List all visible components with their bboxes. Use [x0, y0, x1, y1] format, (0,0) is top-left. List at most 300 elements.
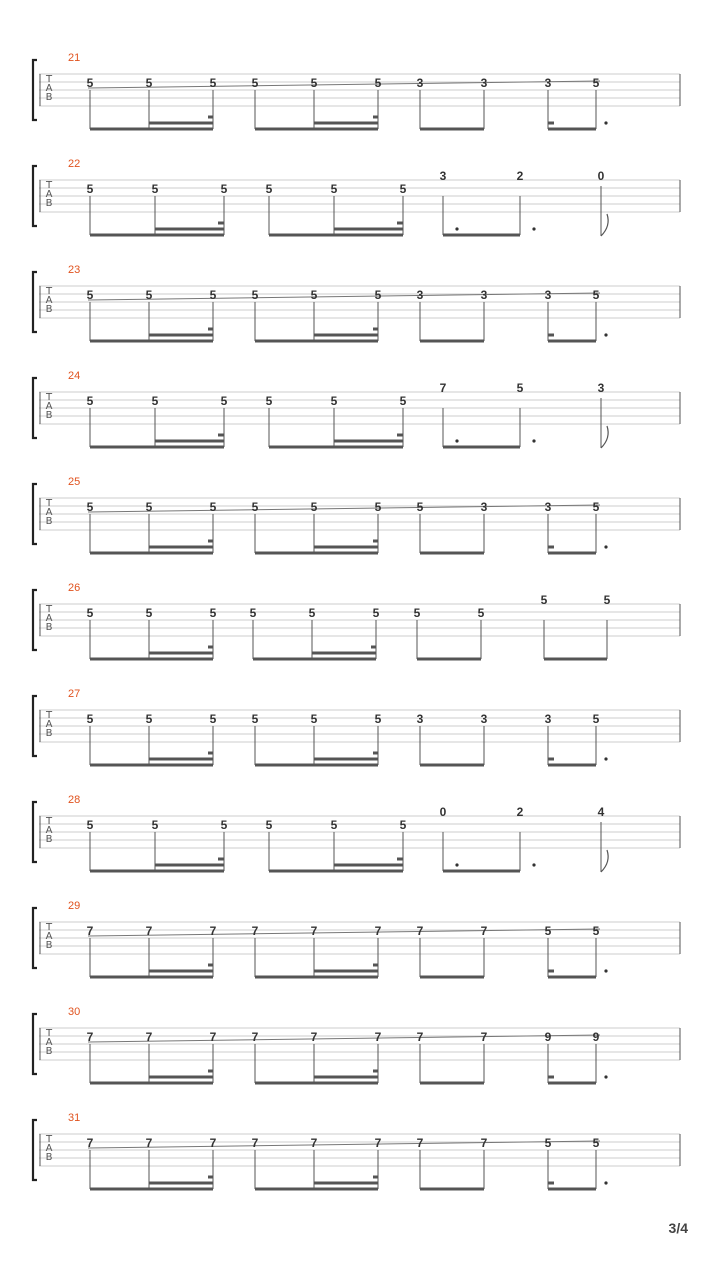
fret-number: 3 — [480, 76, 488, 90]
secondary-beam — [314, 122, 378, 125]
beam — [255, 1082, 378, 1085]
fret-number: 5 — [330, 394, 338, 408]
fret-number: 5 — [251, 500, 259, 514]
rhythm-dot — [162, 1076, 164, 1078]
rhythm-dot — [347, 440, 349, 442]
beam — [420, 764, 484, 767]
rhythm-dot — [327, 546, 329, 548]
beam — [90, 764, 213, 767]
fret-number: 5 — [86, 76, 94, 90]
tab-clef-letter: A — [45, 189, 53, 200]
dotted-note — [604, 121, 607, 124]
rhythm-dot — [162, 652, 164, 654]
rhythm-dot — [327, 334, 329, 336]
fret-number: 5 — [372, 606, 380, 620]
fret-number: 5 — [209, 712, 217, 726]
beam-stub — [208, 328, 213, 331]
beam — [90, 658, 213, 661]
tab-clef-letter: T — [45, 604, 53, 615]
beam — [420, 1082, 484, 1085]
measure-number: 28 — [68, 794, 81, 806]
tab-system — [33, 1112, 680, 1191]
measure-number: 24 — [68, 370, 81, 382]
fret-number: 3 — [544, 712, 552, 726]
measure-number: 22 — [68, 158, 81, 170]
dotted-note — [604, 1181, 607, 1184]
tab-clef-letter: B — [45, 940, 53, 951]
secondary-beam — [334, 228, 403, 231]
beam-stub — [218, 434, 224, 437]
fret-number: 5 — [220, 182, 228, 196]
fret-number: 3 — [480, 500, 488, 514]
secondary-beam — [149, 652, 213, 655]
beam-stub — [208, 540, 213, 543]
fret-number: 7 — [374, 924, 382, 938]
secondary-beam — [312, 652, 376, 655]
fret-number: 5 — [86, 394, 94, 408]
beam-stub — [373, 540, 378, 543]
fret-number: 7 — [310, 1030, 318, 1044]
system-bracket — [33, 696, 37, 756]
fret-number: 5 — [86, 712, 94, 726]
fret-number: 7 — [416, 1030, 424, 1044]
fret-number: 7 — [251, 924, 259, 938]
beam — [548, 552, 596, 555]
beam-stub — [218, 858, 224, 861]
tab-clef-letter: B — [45, 516, 53, 527]
beam — [90, 976, 213, 979]
system-bracket — [33, 272, 37, 332]
tab-clef-letter: T — [45, 1134, 53, 1145]
tab-system — [33, 370, 680, 449]
rhythm-dot — [327, 1076, 329, 1078]
tab-clef-letter: A — [45, 83, 53, 94]
tab-clef-letter: B — [45, 198, 53, 209]
tab-system — [33, 264, 680, 343]
secondary-beam — [314, 970, 378, 973]
fret-number: 0 — [439, 805, 447, 819]
fret-number: 5 — [220, 394, 228, 408]
fret-number: 5 — [86, 818, 94, 832]
secondary-beam — [314, 758, 378, 761]
rhythm-dot — [162, 758, 164, 760]
fret-number: 5 — [592, 1136, 600, 1150]
fret-number: 7 — [480, 924, 488, 938]
beam — [269, 234, 403, 237]
fret-number: 5 — [86, 606, 94, 620]
beam — [548, 764, 596, 767]
rhythm-dot — [347, 864, 349, 866]
fret-number: 5 — [544, 924, 552, 938]
measure-number: 31 — [68, 1112, 81, 1124]
dotted-note — [532, 227, 535, 230]
fret-number: 5 — [145, 712, 153, 726]
secondary-beam — [334, 440, 403, 443]
fret-number: 3 — [480, 288, 488, 302]
beam — [548, 128, 596, 131]
secondary-beam — [314, 546, 378, 549]
rhythm-dot — [162, 1182, 164, 1184]
rhythm-dot — [162, 546, 164, 548]
rhythm-dot — [347, 228, 349, 230]
measure-number: 27 — [68, 688, 81, 700]
dotted-note — [455, 439, 458, 442]
rhythm-dot — [327, 122, 329, 124]
fret-number: 5 — [145, 288, 153, 302]
beam — [443, 870, 520, 873]
tab-clef-letter: A — [45, 1143, 53, 1154]
fret-number: 5 — [209, 500, 217, 514]
rhythm-dot — [168, 228, 170, 230]
secondary-beam — [149, 122, 213, 125]
fret-number: 5 — [413, 606, 421, 620]
rhythm-dot — [162, 970, 164, 972]
dotted-note — [455, 227, 458, 230]
fret-number: 5 — [265, 394, 273, 408]
fret-number: 5 — [416, 500, 424, 514]
beam-stub — [548, 970, 554, 973]
tab-clef-letter: T — [45, 180, 53, 191]
fret-number: 2 — [516, 805, 524, 819]
system-bracket — [33, 60, 37, 120]
measure-number: 29 — [68, 900, 81, 912]
tab-clef-letter: A — [45, 1037, 53, 1048]
note-flag — [601, 214, 608, 236]
fret-number: 5 — [592, 500, 600, 514]
note-flag — [601, 426, 608, 448]
tab-system — [33, 52, 680, 131]
fret-number: 3 — [480, 712, 488, 726]
tab-clef-letter: A — [45, 931, 53, 942]
fret-number: 5 — [592, 76, 600, 90]
fret-number: 5 — [374, 500, 382, 514]
tab-clef-letter: T — [45, 816, 53, 827]
fret-number: 5 — [249, 606, 257, 620]
page-number: 3/4 — [668, 1220, 688, 1236]
fret-number: 5 — [477, 606, 485, 620]
tab-clef-letter: T — [45, 922, 53, 933]
beam — [420, 128, 484, 131]
tab-clef-letter: A — [45, 295, 53, 306]
fret-number: 3 — [544, 76, 552, 90]
fret-number: 5 — [330, 182, 338, 196]
fret-number: 5 — [86, 500, 94, 514]
fret-number: 7 — [416, 1136, 424, 1150]
dotted-note — [604, 545, 607, 548]
tab-clef-letter: B — [45, 622, 53, 633]
rhythm-dot — [327, 1182, 329, 1184]
fret-number: 5 — [251, 288, 259, 302]
beam-stub — [397, 222, 403, 225]
dotted-note — [532, 439, 535, 442]
fret-number: 7 — [209, 924, 217, 938]
rhythm-dot — [168, 864, 170, 866]
beam — [90, 552, 213, 555]
fret-number: 5 — [310, 500, 318, 514]
fret-number: 7 — [251, 1030, 259, 1044]
secondary-beam — [155, 228, 224, 231]
beam-stub — [397, 434, 403, 437]
system-bracket — [33, 1014, 37, 1074]
fret-number: 7 — [145, 1136, 153, 1150]
beam-stub — [373, 328, 378, 331]
beam — [90, 870, 224, 873]
secondary-beam — [155, 440, 224, 443]
beam — [269, 446, 403, 449]
fret-number: 2 — [516, 169, 524, 183]
system-bracket — [33, 484, 37, 544]
fret-number: 7 — [86, 924, 94, 938]
tab-clef-letter: A — [45, 507, 53, 518]
secondary-beam — [149, 546, 213, 549]
beam — [255, 552, 378, 555]
secondary-beam — [314, 1076, 378, 1079]
fret-number: 7 — [86, 1030, 94, 1044]
fret-number: 9 — [544, 1030, 552, 1044]
system-bracket — [33, 1120, 37, 1180]
measure-number: 23 — [68, 264, 81, 276]
beam-stub — [208, 646, 213, 649]
fret-number: 3 — [597, 381, 605, 395]
fret-number: 5 — [251, 76, 259, 90]
system-bracket — [33, 590, 37, 650]
tab-system — [33, 688, 680, 767]
fret-number: 5 — [308, 606, 316, 620]
beam-stub — [208, 1070, 213, 1073]
tab-system — [33, 900, 680, 979]
fret-number: 3 — [416, 76, 424, 90]
fret-number: 7 — [209, 1030, 217, 1044]
rhythm-dot — [327, 970, 329, 972]
fret-number: 7 — [86, 1136, 94, 1150]
beam — [420, 340, 484, 343]
tab-clef-letter: T — [45, 498, 53, 509]
tab-system — [33, 476, 680, 555]
rhythm-dot — [162, 334, 164, 336]
fret-number: 5 — [86, 182, 94, 196]
beam-stub — [548, 546, 554, 549]
fret-number: 7 — [145, 1030, 153, 1044]
fret-number: 5 — [209, 76, 217, 90]
beam — [443, 234, 520, 237]
fret-number: 5 — [540, 593, 548, 607]
fret-number: 5 — [145, 606, 153, 620]
fret-number: 5 — [399, 818, 407, 832]
fret-number: 5 — [86, 288, 94, 302]
beam — [269, 870, 403, 873]
rhythm-dot — [162, 122, 164, 124]
tab-system — [33, 794, 680, 873]
beam-stub — [548, 758, 554, 761]
secondary-beam — [314, 1182, 378, 1185]
fret-number: 7 — [310, 1136, 318, 1150]
fret-number: 5 — [151, 394, 159, 408]
beam — [420, 552, 484, 555]
fret-number: 3 — [544, 288, 552, 302]
beam-stub — [548, 1076, 554, 1079]
dotted-note — [532, 863, 535, 866]
tab-clef-letter: B — [45, 728, 53, 739]
rhythm-dot — [168, 440, 170, 442]
fret-number: 5 — [374, 712, 382, 726]
fret-number: 5 — [516, 381, 524, 395]
fret-number: 5 — [310, 288, 318, 302]
tab-clef-letter: B — [45, 410, 53, 421]
beam-stub — [208, 116, 213, 119]
fret-number: 5 — [265, 818, 273, 832]
beam — [420, 976, 484, 979]
tab-clef-letter: T — [45, 74, 53, 85]
dotted-note — [455, 863, 458, 866]
fret-number: 7 — [209, 1136, 217, 1150]
beam-stub — [548, 1182, 554, 1185]
dotted-note — [604, 333, 607, 336]
beam — [548, 976, 596, 979]
tab-system — [33, 582, 680, 661]
fret-number: 3 — [544, 500, 552, 514]
fret-number: 5 — [374, 288, 382, 302]
beam — [255, 1188, 378, 1191]
beam — [90, 1082, 213, 1085]
beam-stub — [208, 752, 213, 755]
secondary-beam — [149, 1182, 213, 1185]
beam-stub — [373, 116, 378, 119]
fret-number: 5 — [145, 500, 153, 514]
tab-clef-letter: T — [45, 286, 53, 297]
secondary-beam — [149, 970, 213, 973]
beam — [90, 340, 213, 343]
beam — [255, 340, 378, 343]
tab-clef-letter: A — [45, 825, 53, 836]
measure-number: 30 — [68, 1006, 81, 1018]
beam-stub — [373, 1070, 378, 1073]
fret-number: 3 — [439, 169, 447, 183]
fret-number: 3 — [416, 288, 424, 302]
measure-number: 25 — [68, 476, 81, 488]
fret-number: 5 — [374, 76, 382, 90]
fret-number: 5 — [310, 76, 318, 90]
tab-clef-letter: A — [45, 613, 53, 624]
beam — [90, 1188, 213, 1191]
beam — [255, 764, 378, 767]
dotted-note — [604, 1075, 607, 1078]
tab-clef-letter: B — [45, 834, 53, 845]
tab-clef-letter: B — [45, 1152, 53, 1163]
fret-number: 5 — [399, 182, 407, 196]
beam — [90, 234, 224, 237]
fret-number: 5 — [592, 288, 600, 302]
system-bracket — [33, 166, 37, 226]
fret-number: 7 — [416, 924, 424, 938]
fret-number: 7 — [480, 1030, 488, 1044]
fret-number: 5 — [544, 1136, 552, 1150]
tab-clef-letter: B — [45, 92, 53, 103]
beam — [548, 340, 596, 343]
system-bracket — [33, 908, 37, 968]
fret-number: 0 — [597, 169, 605, 183]
fret-number: 5 — [151, 182, 159, 196]
tab-clef-letter: B — [45, 304, 53, 315]
fret-number: 5 — [220, 818, 228, 832]
measure-number: 21 — [68, 52, 81, 64]
tab-clef-letter: T — [45, 1028, 53, 1039]
beam — [544, 658, 607, 661]
fret-number: 5 — [145, 76, 153, 90]
beam-stub — [397, 858, 403, 861]
beam — [548, 1082, 596, 1085]
fret-number: 5 — [209, 288, 217, 302]
tab-clef-letter: B — [45, 1046, 53, 1057]
beam — [443, 446, 520, 449]
beam — [253, 658, 376, 661]
fret-number: 7 — [439, 381, 447, 395]
rhythm-dot — [325, 652, 327, 654]
fret-number: 7 — [251, 1136, 259, 1150]
beam — [90, 128, 213, 131]
fret-number: 5 — [151, 818, 159, 832]
fret-number: 5 — [592, 712, 600, 726]
tab-clef-letter: A — [45, 719, 53, 730]
fret-number: 5 — [592, 924, 600, 938]
secondary-beam — [149, 758, 213, 761]
note-flag — [601, 850, 608, 872]
fret-number: 7 — [374, 1136, 382, 1150]
beam-stub — [548, 334, 554, 337]
fret-number: 4 — [597, 805, 605, 819]
beam-stub — [373, 752, 378, 755]
tab-system — [33, 1006, 680, 1085]
rhythm-dot — [327, 758, 329, 760]
fret-number: 5 — [251, 712, 259, 726]
fret-number: 3 — [416, 712, 424, 726]
secondary-beam — [155, 864, 224, 867]
measure-number: 26 — [68, 582, 81, 594]
dotted-note — [604, 757, 607, 760]
tab-clef-letter: T — [45, 710, 53, 721]
secondary-beam — [149, 1076, 213, 1079]
secondary-beam — [334, 864, 403, 867]
fret-number: 5 — [265, 182, 273, 196]
secondary-beam — [149, 334, 213, 337]
beam-stub — [373, 1176, 378, 1179]
beam-stub — [373, 964, 378, 967]
fret-number: 5 — [209, 606, 217, 620]
fret-number: 9 — [592, 1030, 600, 1044]
system-bracket — [33, 802, 37, 862]
fret-number: 7 — [480, 1136, 488, 1150]
beam — [420, 1188, 484, 1191]
fret-number: 5 — [330, 818, 338, 832]
fret-number: 7 — [145, 924, 153, 938]
beam-stub — [371, 646, 376, 649]
fret-number: 7 — [310, 924, 318, 938]
tab-clef-letter: A — [45, 401, 53, 412]
fret-number: 5 — [399, 394, 407, 408]
tab-clef-letter: T — [45, 392, 53, 403]
fret-number: 5 — [310, 712, 318, 726]
beam-stub — [218, 222, 224, 225]
beam — [255, 128, 378, 131]
fret-number: 7 — [374, 1030, 382, 1044]
beam — [255, 976, 378, 979]
dotted-note — [604, 969, 607, 972]
beam — [417, 658, 481, 661]
system-bracket — [33, 378, 37, 438]
beam — [548, 1188, 596, 1191]
tab-system — [33, 158, 680, 237]
secondary-beam — [314, 334, 378, 337]
beam-stub — [208, 1176, 213, 1179]
